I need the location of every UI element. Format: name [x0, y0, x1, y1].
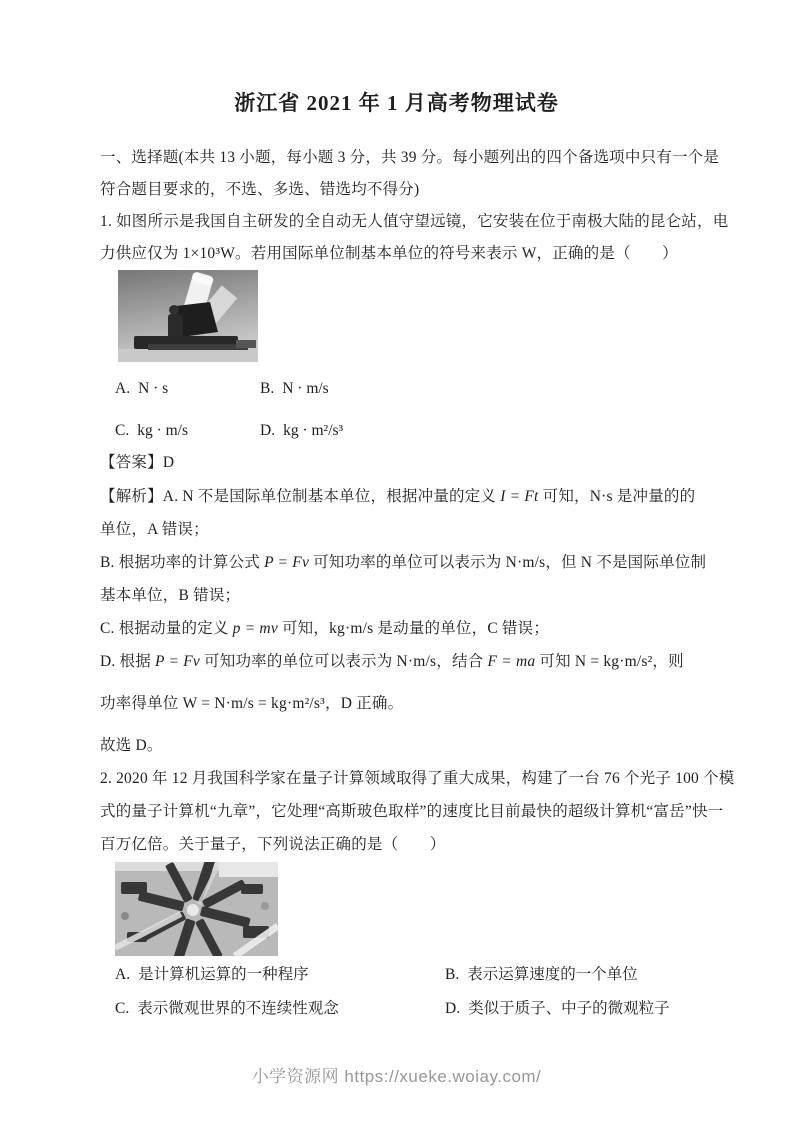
q1-option-c-text: kg · m/s: [137, 422, 189, 439]
q1-stem-line-1: 1. 如图所示是我国自主研发的全自动无人值守望远镜，它安装在位于南极大陆的昆仑站，电: [100, 213, 729, 230]
q1-analysis-line-4: 基本单位，B 错误；: [100, 587, 241, 604]
q1-option-a-text: N · s: [138, 380, 169, 397]
q1-analysis-line-2: 单位，A 错误；: [100, 521, 209, 538]
q2-option-d-label: D.: [445, 1000, 461, 1017]
q1-stem-line-2: 力供应仅为 1×10³W。若用国际单位制基本单位的符号来表示 W，正确的是（ ）: [100, 245, 678, 262]
q1-analysis-line-5: C. 根据动量的定义 p = mv 可知，kg·m/s 是动量的单位，C 错误；: [100, 620, 550, 637]
q1-analysis-line-6: D. 根据 P = Fv 可知功率的单位可以表示为 N·m/s，结合 F = ma 可知 N = kg·m/s²，则: [100, 653, 684, 670]
q1-option-d-label: D.: [260, 422, 276, 439]
q1-option-b: [260, 373, 329, 405]
q2-option-a-label: A.: [115, 966, 131, 983]
q1-conclusion: 故选 D。: [100, 737, 163, 754]
q1-options-row-1: [100, 373, 693, 405]
q2-stem-line-3: 百万亿倍。关于量子，下列说法正确的是（ ）: [100, 836, 446, 853]
section-heading-line-2: 符合题目要求的，不选、多选、错选均不得分): [100, 181, 420, 198]
q1-option-a: [115, 373, 260, 405]
q2-stem-line-1: 2. 2020 年 12 月我国科学家在量子计算领域取得了重大成果，构建了一台 76 个光子 100 个模: [100, 770, 735, 787]
q2-option-a-text: 是计算机运算的一种程序: [138, 966, 309, 983]
q1-answer-label: 【答案】: [100, 454, 163, 471]
q1-option-d: [260, 415, 343, 447]
q2-stem-line-2: 式的量子计算机“九章”，它处理“高斯玻色取样”的速度比目前最快的超级计算机“富岳”快一: [100, 803, 724, 820]
q1-option-d-text: kg · m²/s³: [283, 422, 344, 439]
question-2-stem: [100, 762, 735, 861]
q1-option-b-text: N · m/s: [282, 380, 329, 397]
q2-option-d-text: 类似于质子、中子的微观粒子: [468, 1000, 670, 1017]
question-1-stem: [100, 206, 729, 270]
q1-options-row-2: [100, 415, 693, 447]
q2-option-c: [115, 993, 445, 1025]
q1-answer-value: D: [162, 454, 175, 471]
quantum-computer-photo: [115, 862, 693, 956]
section-heading: [100, 142, 720, 206]
q2-option-b-text: 表示运算速度的一个单位: [467, 966, 638, 983]
q2-option-d: [445, 993, 670, 1025]
q2-option-b: [445, 959, 638, 991]
q2-option-c-text: 表示微观世界的不连续性观念: [137, 1000, 339, 1017]
q2-options-row-2: [100, 993, 693, 1025]
q2-option-c-label: C.: [115, 1000, 130, 1017]
section-heading-line-1: 一、选择题(本共 13 小题，每小题 3 分，共 39 分。每小题列出的四个备选项中只有一个是: [100, 149, 720, 166]
q2-options-row-1: [100, 959, 693, 991]
page-title: 浙江省 2021 年 1 月高考物理试卷: [234, 91, 559, 115]
q1-analysis-line-3: B. 根据功率的计算公式 P = Fv 可知功率的单位可以表示为 N·m/s，但 N 不是国际单位制: [100, 554, 707, 571]
q2-option-a: [115, 959, 445, 991]
q1-analysis-line-1: 【解析】A. N 不是国际单位制基本单位，根据冲量的定义 I = Ft 可知，N·s 是冲量的的: [100, 488, 696, 505]
q1-analysis-line-7: 功率得单位 W = N·m/s = kg·m²/s³，D 正确。: [100, 695, 404, 712]
q1-option-c-label: C.: [115, 422, 130, 439]
q1-option-b-label: B.: [260, 380, 275, 397]
q1-answer-line: [100, 447, 693, 479]
antarctic-telescope-photo: [118, 270, 693, 362]
q1-option-a-label: A.: [115, 380, 131, 397]
footer-watermark: 小学资源网 https://xueke.woiay.com/: [251, 1067, 542, 1086]
q1-option-c: [115, 415, 260, 447]
q2-option-b-label: B.: [445, 966, 460, 983]
q1-analysis: [100, 480, 707, 762]
